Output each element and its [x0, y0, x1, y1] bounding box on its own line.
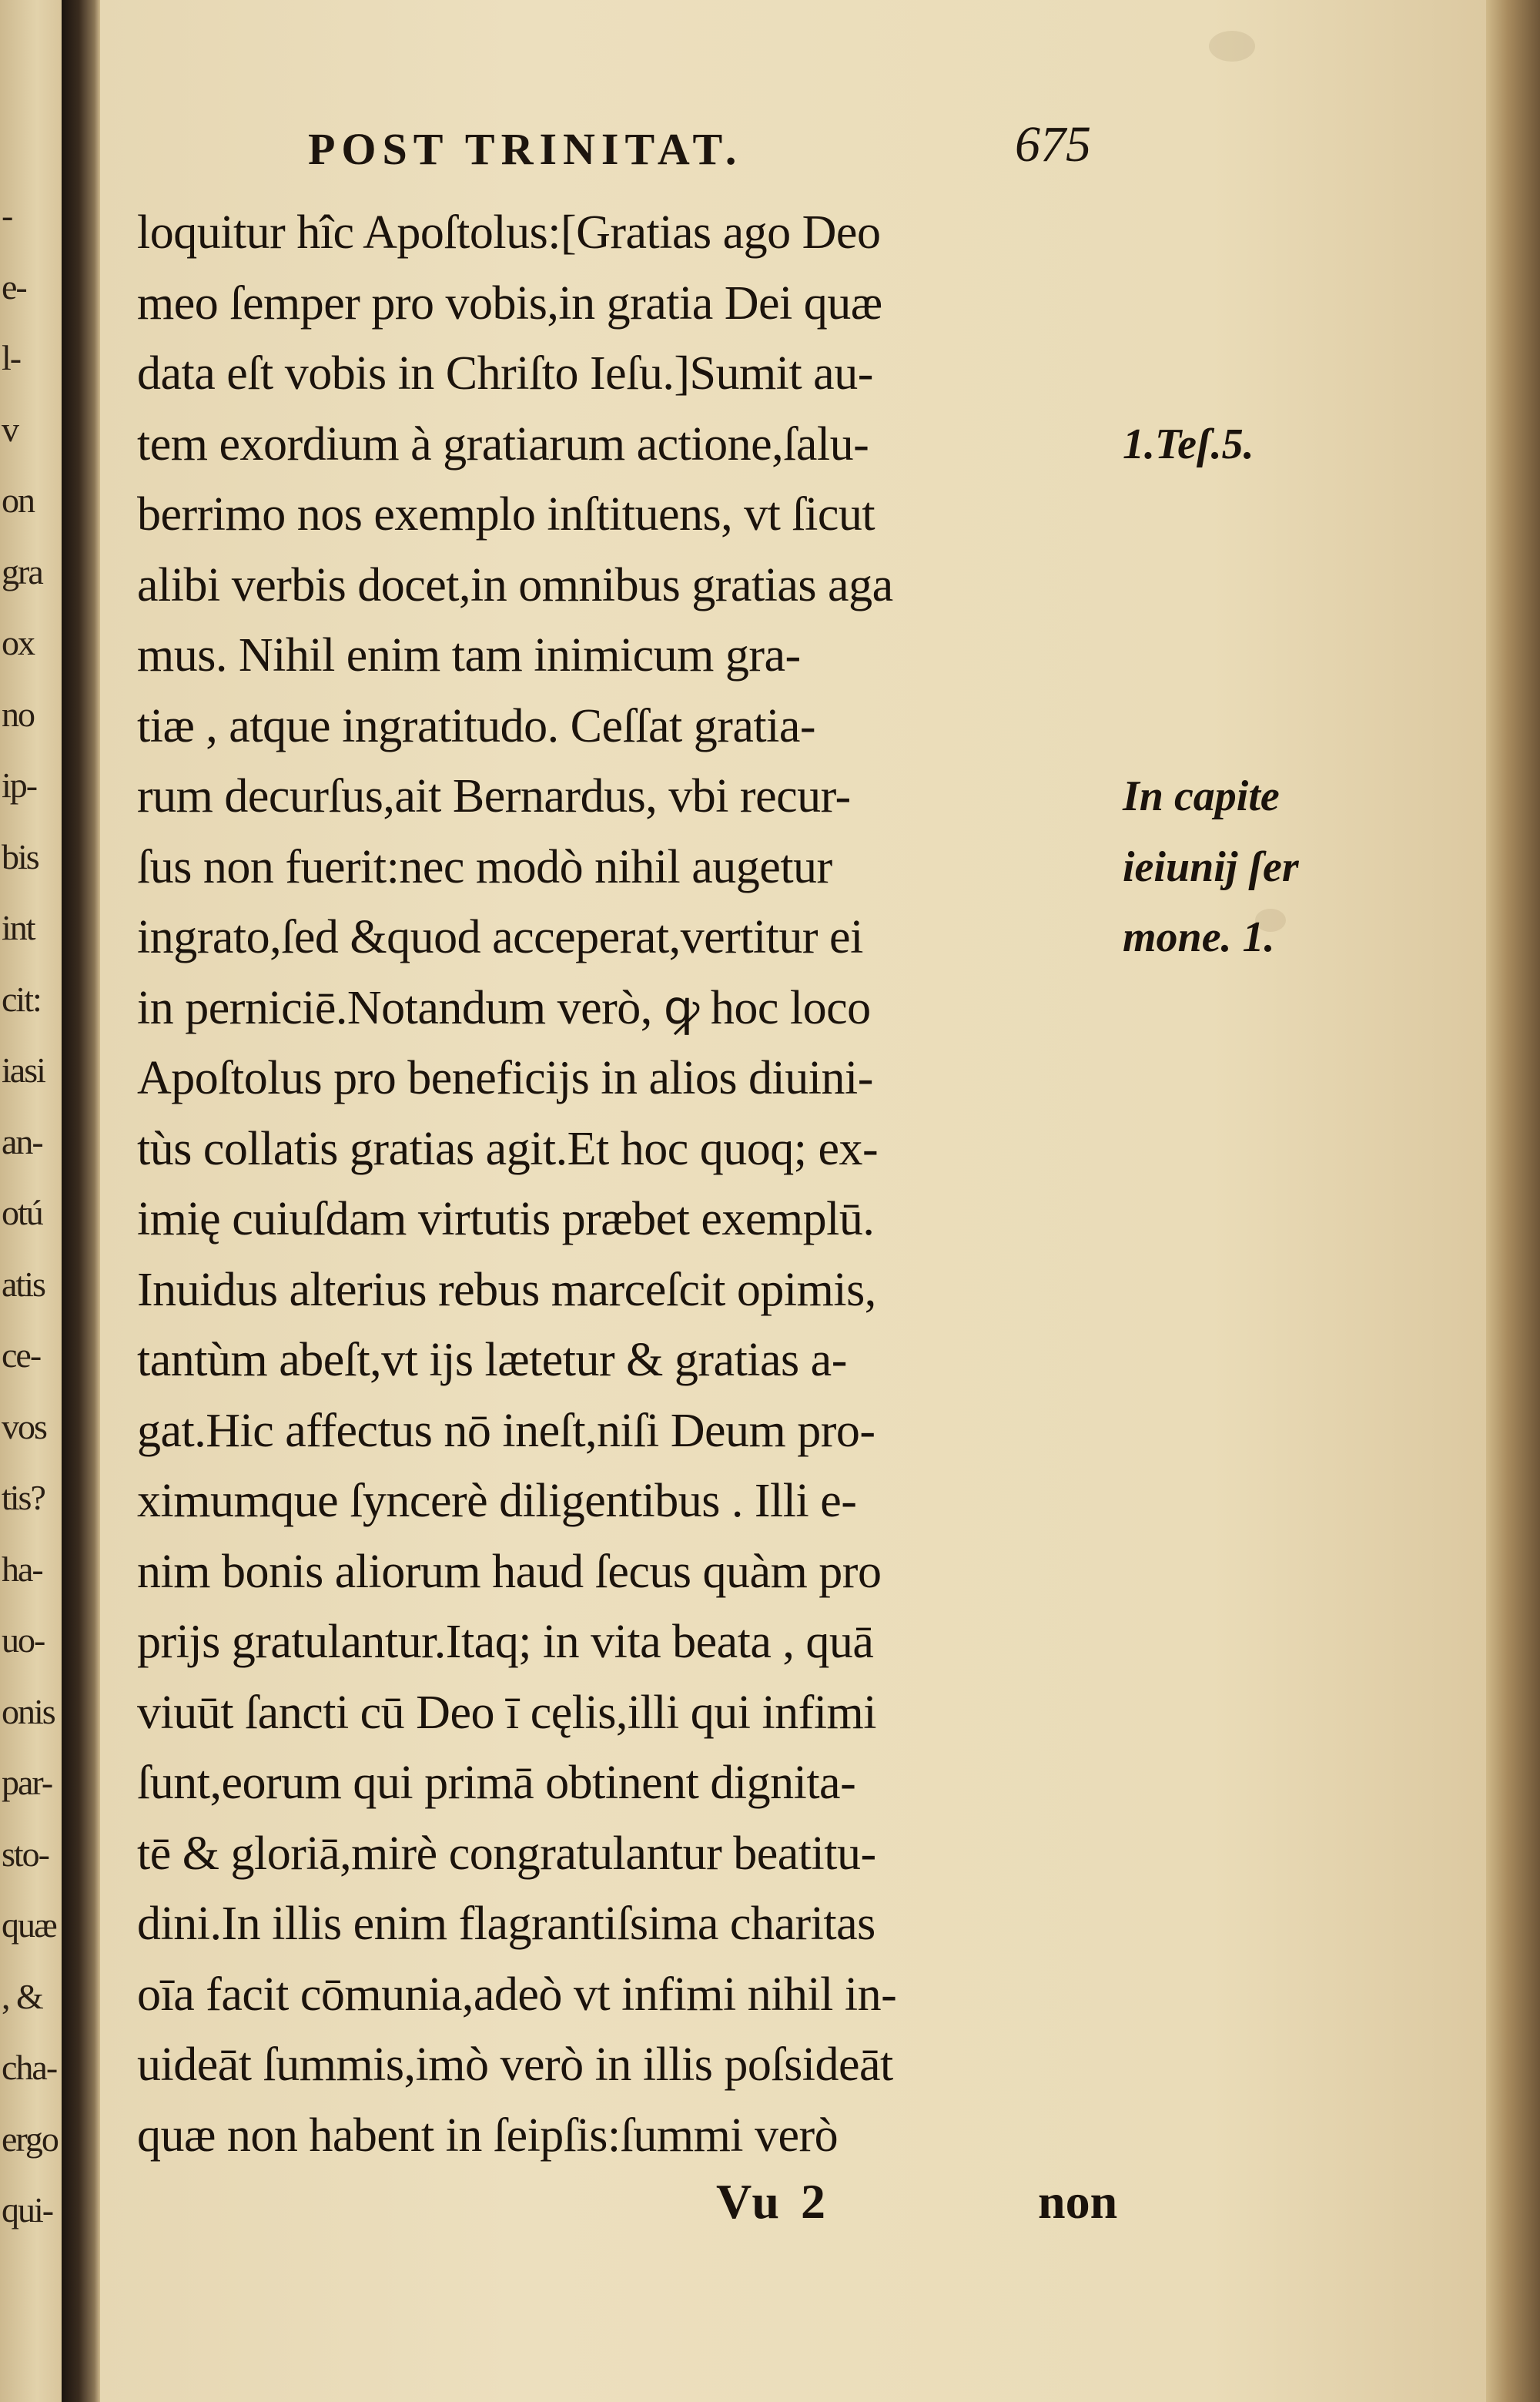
- text-line: viuūt ſancti cū Deo ī cęlis,illi qui infimi: [137, 1686, 876, 1739]
- facing-page-fragment: onis: [2, 1691, 55, 1731]
- text-line: imię cuiuſdam virtutis præbet exemplū.: [137, 1193, 875, 1245]
- text-line: alibi verbis docet,in omnibus gratias aga: [137, 558, 893, 611]
- facing-page: [0, 0, 62, 2402]
- text-line: tùs collatis gratias agit.Et hoc quoq; ex-: [137, 1122, 879, 1175]
- facing-page-fragment: , &: [2, 1976, 42, 2016]
- facing-page-fragment: on: [2, 481, 34, 520]
- facing-page-fragment: ergo: [2, 2119, 58, 2159]
- facing-page-fragment: e-: [2, 266, 26, 307]
- facing-page-fragment: bis: [2, 836, 38, 876]
- facing-page-fragment: tis?: [2, 1478, 45, 1517]
- signature-mark: Vu 2: [716, 2174, 830, 2229]
- facing-page-fragment: ox: [2, 623, 34, 662]
- text-line: berrimo nos exemplo inſtituens, vt ſicut: [137, 488, 875, 541]
- text-line: rum decurſus,ait Bernardus, vbi recur-: [137, 770, 851, 822]
- margin-note: mone. 1.: [1123, 913, 1275, 961]
- margin-note: In capite: [1123, 772, 1280, 820]
- facing-page-fragment: ip-: [2, 765, 37, 805]
- text-line: Inuidus alterius rebus marceſcit opimis,: [137, 1263, 876, 1316]
- facing-page-fragment: otú: [2, 1193, 42, 1232]
- facing-page-fragment: v: [2, 409, 18, 449]
- text-line: ingrato,ſed &quod acceperat,vertitur ei: [137, 911, 863, 963]
- facing-page-fragment: quæ: [2, 1905, 56, 1945]
- binding-gutter: [62, 0, 100, 2402]
- text-line: quæ non habent in ſeipſis:ſummi verò: [137, 2109, 839, 2162]
- margin-note: ieiunij ſer: [1123, 843, 1299, 891]
- facing-page-fragment: cha-: [2, 2048, 57, 2087]
- facing-page-fragment: cit:: [2, 979, 41, 1019]
- facing-page-fragment: uo-: [2, 1620, 45, 1660]
- text-line: dini.In illis enim flagrantiſsima charitas: [137, 1898, 875, 1950]
- text-line: oīa facit cōmunia,adeò vt infimi nihil in-: [137, 1968, 897, 2021]
- text-line: in perniciē.Notandum verò, ꝙ hoc loco: [137, 981, 871, 1034]
- text-line: data eſt vobis in Chriſto Ieſu.]Sumit au-: [137, 347, 873, 400]
- page-number: 675: [1015, 116, 1091, 173]
- facing-page-fragment: ha-: [2, 1549, 42, 1589]
- text-line: nim bonis aliorum haud ſecus quàm pro: [137, 1545, 882, 1598]
- running-head: POST TRINITAT.: [308, 124, 743, 174]
- text-line: ſus non fuerit:nec modò nihil augetur: [137, 840, 832, 893]
- text-line: loquitur hîc Apoſtolus:[Gratias ago Deo: [137, 206, 881, 259]
- facing-page-fragment: qui-: [2, 2190, 53, 2229]
- text-line: ſunt,eorum qui primā obtinent dignita-: [137, 1757, 856, 1809]
- text-line: ximumque ſyncerè diligentibus . Illi e-: [137, 1475, 857, 1527]
- facing-page-fragment: vos: [2, 1406, 46, 1446]
- facing-page-fragment: int: [2, 908, 35, 947]
- text-line: gat.Hic affectus nō ineſt,niſi Deum pro-: [137, 1404, 875, 1457]
- facing-page-fragment: sto-: [2, 1834, 49, 1874]
- facing-page-fragment: an-: [2, 1121, 42, 1161]
- margin-note: 1.Teſ.5.: [1123, 420, 1254, 468]
- book-edge: [1486, 0, 1540, 2402]
- facing-page-fragment: -: [2, 196, 12, 235]
- text-line: mus. Nihil enim tam inimicum gra-: [137, 629, 801, 682]
- text-line: meo ſemper pro vobis,in gratia Dei quæ: [137, 276, 882, 330]
- text-line: tiæ , atque ingratitudo. Ceſſat gratia-: [137, 699, 815, 752]
- facing-page-fragment: ce-: [2, 1335, 41, 1375]
- facing-page-fragment: no: [2, 694, 34, 734]
- catchword: non: [1038, 2174, 1118, 2229]
- text-line: tantùm abeſt,vt ijs lætetur & gratias a-: [137, 1334, 847, 1386]
- text-line: prijs gratulantur.Itaq; in vita beata , quā: [137, 1616, 874, 1668]
- text-line: tem exordium à gratiarum actione,ſalu-: [137, 417, 869, 471]
- facing-page-fragment: iasi: [2, 1050, 45, 1090]
- facing-page-fragment: l-: [2, 338, 21, 377]
- facing-page-fragment: par-: [2, 1763, 52, 1802]
- text-line: Apoſtolus pro beneficijs in alios diuini-: [137, 1052, 873, 1104]
- facing-page-fragment: atis: [2, 1264, 45, 1304]
- text-line: tē & gloriā,mirè congratulantur beatitu-: [137, 1827, 876, 1880]
- text-line: uideāt ſummis,imò verò in illis poſsideāt: [137, 2039, 893, 2091]
- facing-page-fragment: gra: [2, 551, 42, 591]
